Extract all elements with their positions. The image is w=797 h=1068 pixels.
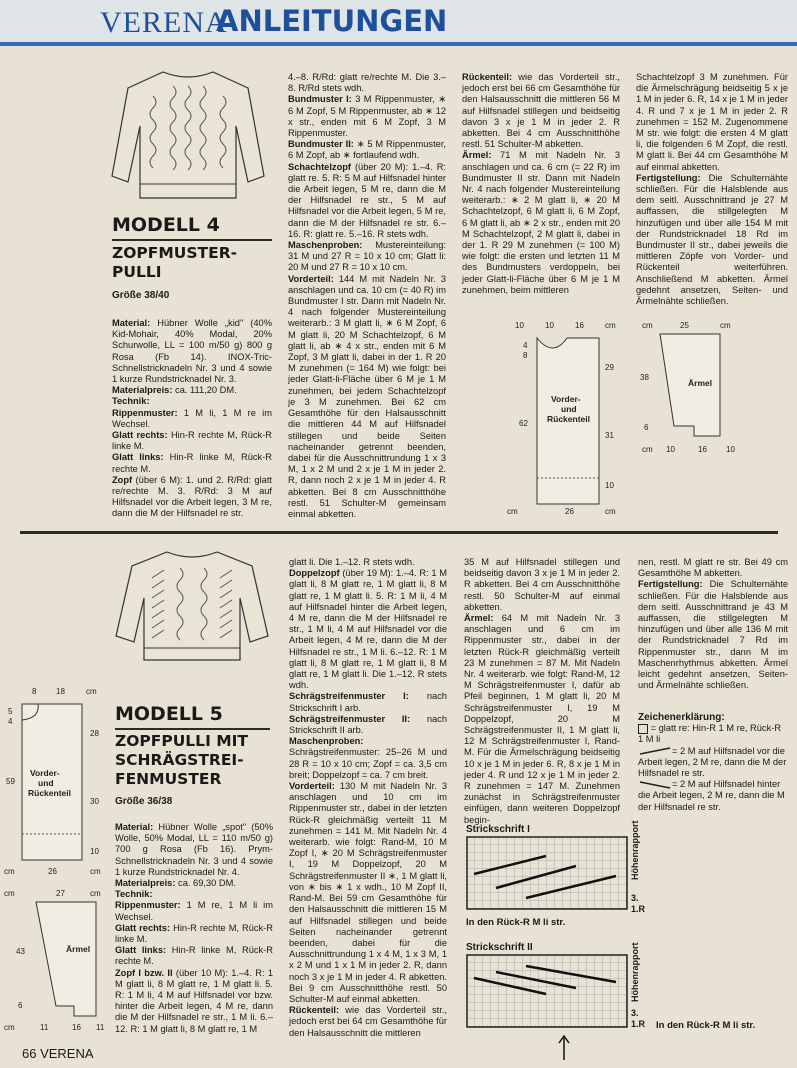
cable-front-symbol-icon: [638, 746, 672, 756]
dim-label: 10: [90, 847, 99, 856]
dim-label: 16: [72, 1023, 81, 1032]
label: Bundmuster I:: [288, 94, 352, 105]
modell5-size: Größe 36/38: [115, 796, 173, 807]
square-symbol-icon: [638, 724, 648, 734]
dim-label: 11: [40, 1023, 49, 1032]
text: 4.–8. R/Rd: glatt re/rechte M. Die 3.–8. R/Rd stets wdh.: [288, 72, 446, 94]
dim-label: 16: [698, 445, 707, 454]
legend-title: Zeichenerklärung:: [638, 712, 725, 723]
label: Technik:: [115, 889, 153, 900]
label: Rückenteil:: [289, 1005, 340, 1016]
text: Hin-R rechte M, Rück-R linke M.: [115, 922, 273, 945]
dim-label: 26: [48, 867, 57, 876]
text: 144 M mit Nadeln Nr. 3 anschlagen und ca. 10 cm (= 40 R) im Bundmuster I str. Dann mit Nadeln Nr. 4 nach folgender Mustereinteilung weiterarb.: 3 M glatt li, ∗ 6 M Zopf, 6 M glatt li, 20 M Schachtelzopf, 6 M glatt li, ab ∗ 4 x str., enden mit 6 M Zopf, 3 M glatt li, dabei in der 1. R 20 M zunehmen (= 164 M) wie folgt: bei jeder Glatt-li-Fläche über 6 M je 1 M zunehmen, bei jedem Schachtelzopf je 3 M zunehmen. Bei 62 cm Gesamthöhe für den Halsausschnitt die mittleren 44 M auf Hilfsnadel stillegen und beide Seiten nacheinander getrennt beenden, dabei für die Ausschnittrundung 1 x 3 M, 1 x 2 M und 2 x je 1 M in jeder 2. R, dann noch 2 x je 1 M in jeder 4. R abketten. Bei 8 cm Ausschnitthöhe restl. 51 Schulter-M gemeinsam einmal abketten.: [288, 273, 446, 519]
chart-1-note: In den Rück-R M li str.: [466, 917, 566, 928]
diagram-label: Vorder-: [30, 768, 60, 778]
label: Rippenmuster:: [112, 407, 178, 418]
magazine-brand: VERENA: [100, 6, 228, 39]
text: ca. 111,20 DM.: [175, 385, 237, 396]
dim-label: 10: [726, 445, 735, 454]
label: Materialpreis:: [115, 878, 176, 889]
text: 71 M mit Nadeln Nr. 3 anschlagen und ca. 6 cm (= 22 R) im Bundmuster II str. Dann mit Nadeln Nr. 4 nach folgender Mustereinteilung weiterarb.: ∗ 2 M glatt li, ∗ 20 M Schachtelzopf, 6 M glatt li, 6 M Zopf, 6 M glatt li, ab ∗ 2 x str., enden mit 20 M Schachtelzopf, 2 M glatt li, dabei in der 1. R 29 M zunehmen (= 100 M) wie folgt: die ersten und letzten 11 M des Bundmusters verdoppeln, bei jeder Glatt-li-Fläche über 6 M je 1 M zunehmen, beim mittleren: [462, 150, 620, 295]
schematic-front-back-m5: [0, 684, 110, 879]
dim-label: cm: [86, 687, 97, 696]
text: Hin-R rechte M, Rück-R linke M.: [112, 430, 273, 452]
text: ∗ 5 M Rippenmuster, 6 M Zopf, ab ∗ fortlaufend wdh.: [288, 139, 446, 161]
dim-label: cm: [642, 445, 653, 454]
text: Hübner Wolle „kid" (40% Kid-Mohair, 40% Modal, 20% Schurwolle, LL = 100 m/50 g) 800 g Rosa (Fb 14). INOX-Tric-Schnellstricknadeln Nr. 3 und 4 sowie 1 kurze Rundstricknadel Nr. 3.: [112, 318, 272, 385]
dim-label: 30: [90, 797, 99, 806]
dim-label: 59: [6, 777, 15, 786]
dim-label: 31: [605, 431, 614, 440]
text: (über 6 M): 1. und 2. R/Rd: glatt re/rechte M. 3. R/Rd: 3 M auf Hilfsnadel vor die Arbeit legen, 3 M re, dann die M der Hilfsnadel re str.: [112, 474, 272, 519]
text: glatt li. Die 1.–12. R stets wdh.: [289, 557, 415, 567]
modell5-column-3: [464, 557, 620, 826]
schematic-sleeve-m4: [640, 318, 750, 458]
modell4-column-4: [636, 72, 788, 307]
text: 130 M mit Nadeln Nr. 3 anschlagen und 10 cm im Rippenmuster str., dabei in der letzten Rück-R gleichmäßig verteilt 11 M zunehmen = 141 M. Mit Nadeln Nr. 4 weiterarb. wie folgt: Rand-M, 10 M Zopf I, ∗ 20 M Schrägstreifenmuster I, 19 M Doppelzopf, 20 M Schrägstreifenmuster II ∗, 1 M glatt li, von ∗ bis ∗ 1 x wdh., 10 M Zopf II, Rand-M. Bei 59 cm Gesamthöhe für den Halsausschnitt die mittleren 15 M auf Hilfsnadel stillegen und beide Seiten nacheinander getrennt beenden, dabei für die Ausschnittrundung 1 x 4 M, 1 x 3 M, 1 x 2 M und 1 x 1 M in jeder 2. R, dann noch 3 x je 1 M in jeder 4. R abketten. Bei 9 cm Ausschnitthöhe restl. 50 Schulter-M auf einmal abketten.: [289, 781, 447, 1004]
text: (über 19 M): 1.–4. R: 1 M glatt li, 8 M glatt re, 1 M glatt li, 8 M glatt re, 1 M glatt li. 5. R: 1 M li, 4 M auf Hilfsnadel hinter die Arbeit legen, 4 M re, dann die M der Hilfsnadel re str., 1 M li, 4 M auf Hilfsnadel vor die Arbeit legen, 4 M re, dann die M der Hilfsnadel re str., 1 M li. 6.–12. R: 1 M glatt li, 8 M glatt re, 1 M glatt li, 8 M glatt re, 1 M glatt li. Die 1.–12. R stets wdh.: [289, 568, 447, 691]
sweater-illustration-m4: [108, 66, 268, 206]
dim-label: 10: [515, 321, 524, 330]
diagram-label: und: [561, 404, 577, 414]
row-label: 3.: [631, 893, 639, 903]
label: Glatt links:: [112, 452, 164, 463]
label: Zopf: [112, 474, 133, 485]
row-label: 1.R: [631, 1019, 646, 1029]
text: 1 M li, 1 M re im Wechsel.: [112, 407, 272, 429]
knitting-chart-2: [466, 954, 628, 1034]
label: Rippenmuster:: [115, 900, 181, 911]
dim-label: 25: [680, 321, 689, 330]
section-divider: [20, 531, 778, 534]
rapport-label: Höhenrapport: [630, 820, 640, 880]
label: Material:: [115, 822, 154, 832]
label: Glatt rechts:: [115, 922, 171, 933]
label: Vorderteil:: [288, 273, 334, 284]
modell5-rule: [115, 728, 270, 730]
dim-label: cm: [90, 889, 101, 898]
text: Hübner Wolle „spot" (50% Wolle, 50% Modal, LL = 110 m/50 g) 700 g Rosa (Fb 16). Prym-Schnellstricknadeln Nr. 3 und 4 sowie 1 kurze Rundstricknadel Nr. 4.: [115, 822, 273, 877]
text: Die Schulternähte schließen. Für die Halsblende aus dem seitl. Ausschnittrand je 27 M auffassen, die stillgelegten M hinzufügen und über alle 154 M mit der Rundstricknadel 18 Rd im Bundmuster II str., dabei jeweils die mittleren Zöpfe von Vorder- und Rückenteil weiterführen. Anschließend M abketten. Ärmel gedehnt ansetzen, Seiten- und Ärmelnähte schließen.: [636, 172, 788, 307]
dim-label: cm: [642, 321, 653, 330]
label: Materialpreis:: [112, 385, 173, 396]
label: Fertigstellung:: [638, 579, 703, 590]
legend-item: = glatt re: Hin-R 1 M re, Rück-R 1 M li: [638, 723, 782, 745]
dim-label: 62: [519, 419, 528, 428]
dim-label: 4: [523, 341, 528, 350]
diagram-label: Ärmel: [66, 944, 91, 954]
modell5-column-4: [638, 557, 788, 691]
schematic-front-back-m4: [505, 318, 635, 518]
header-bar: [0, 42, 797, 46]
modell5-subtitle-3: FENMUSTER: [115, 770, 222, 788]
row-label: 1.R: [631, 904, 646, 914]
legend-item: = 2 M auf Hilfsnadel vor die Arbeit legen, 2 M re, dann die M der Hilfsnadel re str.: [638, 745, 787, 779]
dim-label: 26: [565, 507, 574, 516]
modell5-column-1: [115, 822, 273, 1035]
dim-label: 16: [575, 321, 584, 330]
modell4-subtitle-2: PULLI: [112, 263, 162, 281]
text: Mustereinteilung: 31 M und 27 R = 10 x 10 cm; Glatt li: 20 M und 27 R = 10 x 10 cm.: [288, 240, 446, 273]
cable-back-symbol-icon: [638, 780, 672, 790]
label: Ärmel:: [462, 150, 492, 161]
modell4-subtitle-1: ZOPFMUSTER-: [112, 244, 238, 262]
modell5-heading: MODELL 5: [115, 703, 223, 725]
dim-label: 8: [32, 687, 37, 696]
text: nen, restl. M glatt re str. Bei 49 cm Gesamthöhe M abketten.: [638, 557, 788, 579]
label: Bundmuster II:: [288, 139, 354, 150]
legend-item: = 2 M auf Hilfsnadel hinter die Arbeit legen, 2 M re, dann die M der Hilfsnadel re str.: [638, 779, 785, 812]
arrow-up-icon: [556, 1034, 572, 1060]
dim-label: cm: [720, 321, 731, 330]
label: Doppelzopf: [289, 568, 340, 579]
label: Glatt rechts:: [112, 430, 168, 441]
text: Schrägstreifenmuster: 25–26 M und 28 R = 10 x 10 cm; Zopf = ca. 3,5 cm breit; Doppelzopf = ca. 7 cm breit.: [289, 747, 447, 780]
dim-label: 10: [605, 481, 614, 490]
text: Die Schulternähte schließen. Für die Halsblende aus dem seitl. Ausschnittrand je 43 M auffassen, die stillgelegten M hinzufügen und über alle 136 M mit der Rundstricknadel 7 Rd im Rippenmuster str., dann M im Maschenrhythmus abketten. Ärmel leicht gedehnt ansetzen, Seiten- und Ärmelnähte schließen.: [638, 579, 788, 691]
text: Schachtelzopf 3 M zunehmen. Für die Ärmelschrägung beidseitig 5 x je 1 M in jeder 6. R, 14 x je 1 M in jeder 4. R und 7 x je 1 M in jeder 2. R zunehmen = 152 M. Zugenommene M str. wie folgt: die ersten 4 M glatt li, die folgenden 6 M Zopf, die restl. M glatt li. Bei 44 cm Gesamthöhe M auf einmal abketten.: [636, 72, 788, 172]
dim-label: 6: [18, 1001, 23, 1010]
label: Ärmel:: [464, 613, 494, 624]
modell4-rule: [112, 239, 272, 241]
diagram-label: Vorder-: [551, 394, 581, 404]
row-label: 3.: [631, 1008, 639, 1018]
dim-label: 10: [666, 445, 675, 454]
dim-label: 29: [605, 363, 614, 372]
text: nach Strickschrift II arb.: [289, 713, 447, 736]
dim-label: 38: [640, 373, 649, 382]
dim-label: cm: [507, 507, 518, 516]
label: Material:: [112, 318, 151, 328]
label: Glatt links:: [115, 945, 167, 956]
dim-label: 43: [16, 947, 25, 956]
dim-label: 11: [96, 1023, 105, 1032]
dim-label: cm: [4, 867, 15, 876]
text: ca. 69,30 DM.: [178, 878, 236, 889]
label: Fertigstellung:: [636, 172, 701, 183]
legend: [638, 712, 788, 813]
dim-label: 28: [90, 729, 99, 738]
text: 35 M auf Hilfsnadel stillegen und beidseitig davon 3 x je 1 M in jeder 2. R abketten. Bei 4 cm Ausschnitthöhe restl. 50 Schulter-M auf einmal abketten.: [464, 557, 620, 612]
dim-label: 10: [545, 321, 554, 330]
label: Vorderteil:: [289, 781, 335, 792]
modell4-column-3: [462, 72, 620, 296]
label: Schachtelzopf: [288, 161, 352, 172]
label: Technik:: [112, 396, 150, 407]
modell4-size: Größe 38/40: [112, 290, 170, 301]
sweater-illustration-m5: [112, 548, 272, 668]
label: Maschenproben:: [288, 240, 363, 251]
modell5-subtitle-1: ZOPFPULLI MIT: [115, 732, 248, 750]
chart-2-note: In den Rück-R M li str.: [656, 1020, 756, 1031]
text: nach Strickschrift I arb.: [289, 691, 447, 713]
chart-1-title: Strickschrift I: [466, 824, 530, 835]
dim-label: 8: [523, 351, 528, 360]
label: Schrägstreifenmuster I:: [289, 691, 409, 702]
text: Hin-R linke M, Rück-R rechte M.: [115, 945, 273, 967]
diagram-label: und: [38, 778, 54, 788]
text: 64 M mit Nadeln Nr. 3 anschlagen und 6 cm im Rippenmuster str., dabei in der letzten Rück-R gleichmäßig verteilt 23 M zunehmen = 87 M. Mit Nadeln Nr. 4 weiterarb. wie folgt: Rand-M, 12 M Schrägstreifenmuster I, dafür ab Pfeil beginnen, 1 M glatt li, 20 M Schrägstreifenmuster I, 19 M Doppelzopf, 20 M Schrägstreifenmuster II, 1 M glatt li, 12 M Schrägstreifenmuster I, Rand-M. Für die Ärmelschrägung beidseitig 10 x je 1 M in jeder 6. R, 8 x je 1 M in jeder 4. R und 12 x je 1 M in jeder 2. R zunehmen = 147 M. Zunehmen zunächst in Schrägstreifenmuster einfügen, dann weiteren Doppelzopf begin-: [464, 613, 620, 825]
diagram-label: Rückenteil: [28, 788, 71, 798]
page-header: [0, 0, 797, 44]
text: 3 M Rippenmuster, ∗ 6 M Zopf, 5 M Rippenmuster, ab ∗ 12 x str., enden mit 6 M Zopf, 3 M Rippenmuster.: [288, 94, 446, 139]
text: wie das Vorderteil str., jedoch erst bei 64 cm Gesamthöhe für den Halsausschnitt die mittleren: [289, 1005, 447, 1038]
schematic-sleeve-m5: [0, 884, 110, 1034]
text: Hin-R linke M, Rück-R rechte M.: [112, 452, 273, 474]
dim-label: cm: [605, 507, 616, 516]
modell5-column-2: [289, 557, 447, 1039]
section-title: ANLEITUNGEN: [216, 4, 448, 38]
label: Maschenproben:: [289, 736, 364, 747]
page-number: 66 VERENA: [22, 1046, 94, 1061]
modell4-heading: MODELL 4: [112, 214, 220, 236]
text: 1 M re, 1 M li im Wechsel.: [115, 900, 273, 922]
dim-label: 4: [8, 717, 13, 726]
knitting-chart-1: [466, 836, 628, 916]
dim-label: 6: [644, 423, 649, 432]
dim-label: cm: [4, 889, 15, 898]
dim-label: 5: [8, 707, 13, 716]
diagram-label: Rückenteil: [547, 414, 590, 424]
dim-label: cm: [605, 321, 616, 330]
text: (über 10 M): 1.–4. R: 1 M glatt li, 8 M glatt re, 1 M glatt li. 5. R: 1 M li, 4 M auf Hilfsnadel vor bzw. hinter die Arbeit legen, 4 M re, dann die M der Hilfsnadel re str., 1 M li. 6.–12. R: 1 M glatt li, 8 M glatt re, 1 M: [115, 967, 273, 1034]
label: Zopf I bzw. II: [115, 967, 173, 978]
dim-label: 18: [56, 687, 65, 696]
label: Rückenteil:: [462, 72, 513, 82]
text: wie das Vorderteil str., jedoch erst bei 66 cm Gesamthöhe für den Halsausschnitt die mittleren 56 M auf Hilfsnadel stillegen und beidseitig davon 3 x je 1 M in jeder 2. R abketten. Bei 4 cm Ausschnitthöhe restl. 51 Schulter-M abketten.: [462, 72, 620, 150]
modell4-column-1: [112, 318, 272, 520]
modell4-column-2: [288, 72, 446, 520]
modell5-subtitle-2: SCHRÄGSTREI-: [115, 751, 244, 769]
rapport-label: Höhenrapport: [630, 942, 640, 1002]
dim-label: cm: [4, 1023, 15, 1032]
dim-label: cm: [90, 867, 101, 876]
diagram-label: Ärmel: [688, 378, 713, 388]
text: (über 20 M): 1.–4. R: glatt re. 5. R: 5 M auf Hilfsnadel hinter die Arbeit legen, 5 M re, dann die M der Hilfsnadel re str., 5 M auf Hilfsnadel vor die Arbeit legen, 5 M re, dann die M der Hilfsnadel re str. 6.–16. R: glatt re. 5.–16. R stets wdh.: [288, 161, 446, 239]
dim-label: 27: [56, 889, 65, 898]
chart-2-title: Strickschrift II: [466, 942, 533, 953]
label: Schrägstreifenmuster II:: [289, 713, 411, 724]
